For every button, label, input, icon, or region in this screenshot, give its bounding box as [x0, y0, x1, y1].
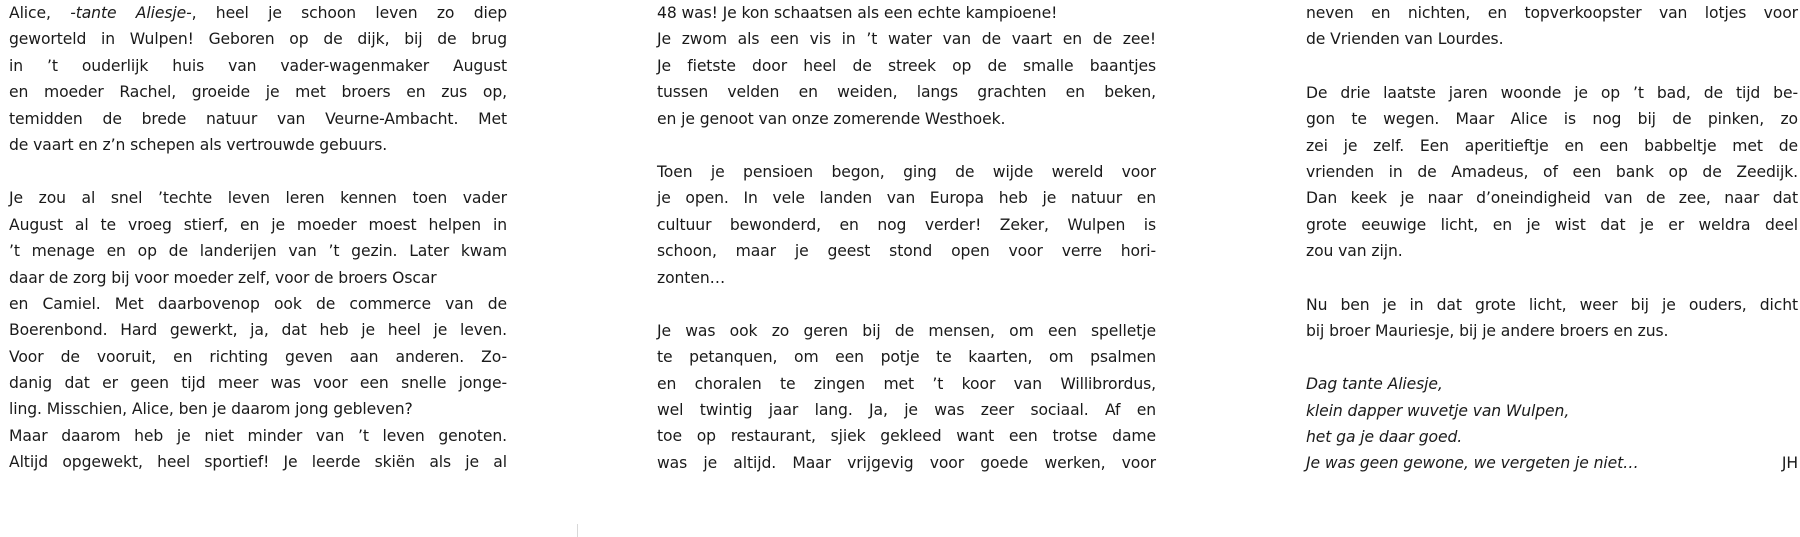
text-column-3 [1306, 0, 1798, 477]
paragraph [657, 159, 1156, 291]
text-line: cultuur bewonderd, en nog verder! Zeker, Wulpen is [657, 215, 1156, 234]
text-segment: , heel je schoon leven zo diep [191, 4, 508, 22]
paragraph-gap [1306, 265, 1798, 292]
text-line: zei je zelf. Een aperitieftje en een babbeltje met de [1306, 136, 1798, 155]
text-line: je open. In vele landen van Europa heb je natuur en [657, 189, 1156, 208]
text-line: ling. Misschien, Alice, ben je daarom jong gebleven? [9, 400, 413, 419]
text-line: August al te vroeg stierf, en je moeder moest helpen in [9, 215, 507, 234]
text-line: daar de zorg bij voor moeder zelf, voor de broers Oscar [9, 268, 437, 287]
text-line: Altijd opgewekt, heel sportief! Je leerde skiën als je al [9, 453, 507, 472]
text-line: De drie laatste jaren woonde je op ’t bad, de tijd be- [1306, 83, 1798, 102]
text-segment: Alice, [9, 4, 71, 22]
text-line: Je fietste door heel de streek op de smalle baantjes [657, 56, 1156, 75]
paragraph-gap [1306, 53, 1798, 80]
paragraph [657, 318, 1156, 476]
text-line: grote eeuwige licht, en je wist dat je er weldra deel [1306, 215, 1798, 234]
paragraph-gap [657, 291, 1156, 318]
text-line: wel twintig jaar lang. Ja, je was zeer sociaal. Af en [657, 401, 1156, 420]
text-line: klein dapper wuvetje van Wulpen, [1306, 401, 1570, 420]
paragraph-gap [657, 132, 1156, 159]
paragraph [657, 0, 1156, 132]
text-line: en choralen te zingen met ’t koor van Willibrordus, [657, 374, 1156, 393]
text-line: zou van zijn. [1306, 242, 1403, 261]
paragraph [1306, 0, 1798, 53]
text-line: in ’t ouderlijk huis van vader-wagenmaker August [9, 56, 507, 75]
text-line: danig dat er geen tijd meer was voor een snelle jonge- [9, 374, 507, 393]
paragraph-gap [1306, 344, 1798, 371]
column-3-body [1306, 0, 1798, 450]
text-line: tussen velden en weiden, langs grachten en beken, [657, 83, 1156, 102]
text-line: de Vrienden van Lourdes. [1306, 30, 1504, 49]
text-line: en Camiel. Met daarbovenop ook de commerce van de [9, 294, 507, 313]
text-line: toe op restaurant, sjiek gekleed want een trotse dame [657, 427, 1156, 446]
signature-row [1306, 450, 1798, 476]
text-line: vrienden in de Amadeus, of een bank op de Zeedijk. [1306, 162, 1798, 181]
text-line: bij broer Mauriesje, bij je andere broers en zus. [1306, 321, 1669, 340]
text-line: en je genoot van onze zomerende Westhoek. [657, 109, 1006, 128]
text-line [9, 0, 507, 26]
text-column-1 [9, 0, 507, 476]
paragraph [1306, 292, 1798, 345]
text-line: Voor de vooruit, en richting geven aan anderen. Zo- [9, 347, 507, 366]
text-line: Nu ben je in dat grote licht, weer bij je ouders, dicht [1306, 295, 1798, 314]
text-line: neven en nichten, en topverkoopster van lotjes voor [1306, 4, 1798, 22]
text-line: gon te wegen. Maar Alice is nog bij de pinken, zo [1306, 110, 1798, 129]
paragraph-gap [9, 158, 507, 185]
text-line: en moeder Rachel, groeide je met broers en zus op, [9, 83, 507, 102]
text-line: Je was ook zo geren bij de mensen, om een spelletje [657, 321, 1156, 340]
text-line: Je zou al snel ’techte leven leren kennen toen vader [9, 189, 507, 208]
text-line: Dag tante Aliesje, [1306, 375, 1443, 394]
paragraph [1306, 80, 1798, 265]
text-line: 48 was! Je kon schaatsen als een echte kampioene! [657, 4, 1058, 22]
text-line: te petanquen, om een potje te kaarten, om psalmen [657, 348, 1156, 367]
text-line: schoon, maar je geest stond open voor verre hori- [657, 242, 1156, 261]
paragraph [9, 0, 507, 158]
text-column-2 [657, 0, 1156, 476]
text-line: het ga je daar goed. [1306, 428, 1463, 447]
text-line: Maar daarom heb je niet minder van ’t leven genoten. [9, 426, 507, 445]
text-line: de vaart en z’n schepen als vertrouwde gebuurs. [9, 135, 388, 154]
text-line: Dan keek je naar d’oneindigheid van de zee, naar dat [1306, 189, 1798, 208]
text-line: Toen je pensioen begon, ging de wijde wereld voor [657, 162, 1156, 181]
text-line: Je zwom als een vis in ’t water van de vaart en de zee! [657, 30, 1156, 49]
text-line: Boerenbond. Hard gewerkt, ja, dat heb je heel je leven. [9, 321, 507, 340]
text-line: temidden de brede natuur van Veurne-Ambacht. Met [9, 109, 507, 128]
text-line: was je altijd. Maar vrijgevig voor goede werken, voor [657, 453, 1156, 472]
text-line: ’t menage en op de landerijen van ’t gezin. Later kwam [9, 242, 507, 261]
author-initials: JH [1781, 454, 1798, 473]
paragraph [1306, 371, 1798, 450]
page-fold-mark [577, 524, 578, 537]
paragraph [9, 185, 507, 475]
text-line: geworteld in Wulpen! Geboren op de dijk, bij de brug [9, 30, 507, 49]
text-line: zonten… [657, 268, 726, 287]
italic-phrase: -tante Aliesje- [70, 4, 192, 22]
closing-line: Je was geen gewone, we vergeten je niet… [1306, 454, 1639, 473]
